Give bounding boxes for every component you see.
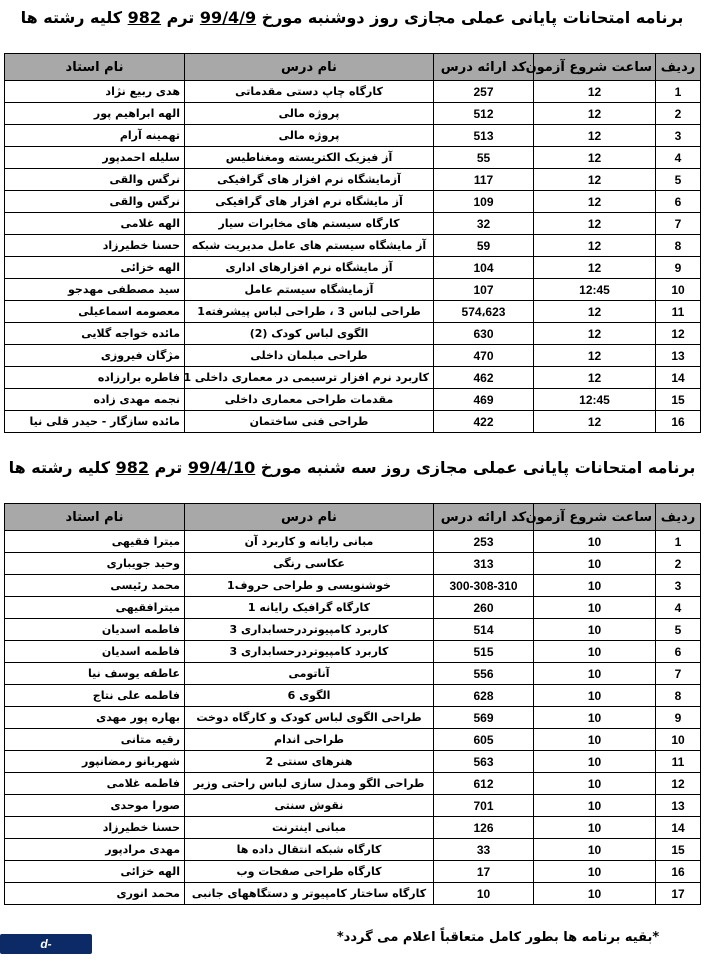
row-number-cell: 16	[656, 411, 701, 433]
course-code-cell: 126	[434, 817, 534, 839]
teacher-name-cell: نرگس والقی	[5, 191, 185, 213]
table-row	[5, 729, 701, 751]
course-code-cell: 104	[434, 257, 534, 279]
course-name-cell: مبانی رایانه و کاربرد آن	[185, 531, 434, 553]
table-row	[5, 839, 701, 861]
course-code-cell: 605	[434, 729, 534, 751]
course-code-cell: 569	[434, 707, 534, 729]
teacher-name-cell: بهاره پور مهدی	[5, 707, 185, 729]
teacher-name-cell: میترافقیهی	[5, 597, 185, 619]
start-time-cell: 10	[534, 531, 656, 553]
course-name-cell: عکاسی رنگی	[185, 553, 434, 575]
start-time-cell: 10	[534, 685, 656, 707]
start-time-cell: 12	[534, 235, 656, 257]
row-number-cell: 17	[656, 883, 701, 905]
table-row	[5, 389, 701, 411]
course-code-cell: 17	[434, 861, 534, 883]
course-name-cell: آزمایشگاه نرم افزار های گرافیکی	[185, 169, 434, 191]
teacher-name-cell: مائده سازگار - حیدر قلی نیا	[5, 411, 185, 433]
course-code-cell: 300-308-310	[434, 575, 534, 597]
course-code-cell: 32	[434, 213, 534, 235]
course-code-cell: 515	[434, 641, 534, 663]
teacher-name-cell: سلیله احمدپور	[5, 147, 185, 169]
teacher-name-cell: فاطمه علی نتاج	[5, 685, 185, 707]
course-name-cell: آناتومی	[185, 663, 434, 685]
table-row	[5, 707, 701, 729]
teacher-name-cell: فاطمه غلامی	[5, 773, 185, 795]
teacher-name-cell: تهمینه آرام	[5, 125, 185, 147]
term-monday: 982	[127, 8, 162, 27]
start-time-cell: 12	[534, 345, 656, 367]
course-name-cell: آز مایشگاه سیستم های عامل مدیریت شبکه	[185, 235, 434, 257]
row-number-cell: 1	[656, 531, 701, 553]
row-number-cell: 9	[656, 257, 701, 279]
start-time-cell: 12	[534, 125, 656, 147]
date-monday: 99/4/9	[199, 8, 257, 27]
table-row	[5, 663, 701, 685]
course-name-cell: الگوی لباس کودک (2)	[185, 323, 434, 345]
course-name-cell: آز مایشگاه نرم افزارهای اداری	[185, 257, 434, 279]
teacher-name-cell: محمد انوری	[5, 883, 185, 905]
teacher-name-cell: وحید جویباری	[5, 553, 185, 575]
start-time-cell: 12	[534, 367, 656, 389]
table-row	[5, 411, 701, 433]
course-name-cell: کاربرد کامپیوتردرحسابداری 3	[185, 619, 434, 641]
course-name-cell: طراحی اندام	[185, 729, 434, 751]
header-row-number: ردیف	[656, 504, 701, 531]
table-row	[5, 883, 701, 905]
start-time-cell: 10	[534, 817, 656, 839]
table-row	[5, 125, 701, 147]
row-number-cell: 14	[656, 367, 701, 389]
course-name-cell: آزمایشگاه سیستم عامل	[185, 279, 434, 301]
start-time-cell: 12	[534, 301, 656, 323]
teacher-name-cell: فاطمه اسدیان	[5, 619, 185, 641]
table-row	[5, 531, 701, 553]
header-course-name: نام درس	[185, 504, 434, 531]
teacher-name-cell: حسنا خطیرزاد	[5, 235, 185, 257]
teacher-name-cell: نرگس والقی	[5, 169, 185, 191]
course-code-cell: 10	[434, 883, 534, 905]
course-name-cell: کاربرد کامپیوتردرحسابداری 3	[185, 641, 434, 663]
header-teacher-name: نام استاد	[5, 54, 185, 81]
course-name-cell: آز فیزیک الکتریسته ومغناطیس	[185, 147, 434, 169]
start-time-cell: 10	[534, 553, 656, 575]
course-name-cell: طراحی الگوی لباس کودک و کارگاه دوخت	[185, 707, 434, 729]
teacher-name-cell: الهه ابراهیم پور	[5, 103, 185, 125]
course-code-cell: 313	[434, 553, 534, 575]
course-name-cell: کارگاه سیستم های مخابرات سیار	[185, 213, 434, 235]
start-time-cell: 10	[534, 575, 656, 597]
row-number-cell: 13	[656, 345, 701, 367]
website-badge[interactable]: d-babol.nus.ac.ir	[0, 934, 92, 954]
start-time-cell: 12	[534, 411, 656, 433]
row-number-cell: 16	[656, 861, 701, 883]
course-name-cell: کاربرد نرم افزار ترسیمی در معماری داخلی 1	[185, 367, 434, 389]
teacher-name-cell: رقیه متانی	[5, 729, 185, 751]
start-time-cell: 10	[534, 751, 656, 773]
start-time-cell: 12	[534, 323, 656, 345]
header-start-time: ساعت شروع آزمون	[534, 504, 656, 531]
teacher-name-cell: الهه خزائی	[5, 861, 185, 883]
teacher-name-cell: هدی ربیع نژاد	[5, 81, 185, 103]
row-number-cell: 3	[656, 575, 701, 597]
course-name-cell: خوشنویسی و طراحی حروف1	[185, 575, 434, 597]
date-tuesday: 99/4/10	[187, 458, 256, 477]
row-number-cell: 8	[656, 685, 701, 707]
row-number-cell: 12	[656, 323, 701, 345]
table-row	[5, 345, 701, 367]
table-row	[5, 81, 701, 103]
footer-note: *بقیه برنامه ها بطور کامل متعاقباً اعلام می گردد*	[336, 930, 660, 945]
course-name-cell: کارگاه چاپ دستی مقدماتی	[185, 81, 434, 103]
row-number-cell: 4	[656, 597, 701, 619]
table-body	[5, 81, 701, 433]
course-name-cell: پروژه مالی	[185, 103, 434, 125]
teacher-name-cell: الهه غلامی	[5, 213, 185, 235]
row-number-cell: 11	[656, 301, 701, 323]
course-code-cell: 107	[434, 279, 534, 301]
course-code-cell: 55	[434, 147, 534, 169]
table-row	[5, 257, 701, 279]
table-row	[5, 367, 701, 389]
course-name-cell: الگوی 6	[185, 685, 434, 707]
row-number-cell: 9	[656, 707, 701, 729]
table-row	[5, 169, 701, 191]
teacher-name-cell: مهدی مرادپور	[5, 839, 185, 861]
start-time-cell: 10	[534, 795, 656, 817]
start-time-cell: 10	[534, 597, 656, 619]
table-row	[5, 191, 701, 213]
start-time-cell: 12	[534, 191, 656, 213]
row-number-cell: 15	[656, 389, 701, 411]
table-row	[5, 575, 701, 597]
row-number-cell: 8	[656, 235, 701, 257]
table-row	[5, 597, 701, 619]
table-header-row	[5, 54, 701, 81]
row-number-cell: 6	[656, 641, 701, 663]
course-name-cell: طراحی لباس 3 ، طراحی لباس پیشرفته1	[185, 301, 434, 323]
course-code-cell: 512	[434, 103, 534, 125]
header-course-name: نام درس	[185, 54, 434, 81]
course-code-cell: 257	[434, 81, 534, 103]
start-time-cell: 12	[534, 147, 656, 169]
course-name-cell: کارگاه شبکه انتقال داده ها	[185, 839, 434, 861]
row-number-cell: 11	[656, 751, 701, 773]
row-number-cell: 1	[656, 81, 701, 103]
row-number-cell: 10	[656, 729, 701, 751]
schedule-table-tuesday	[4, 503, 701, 905]
course-name-cell: کارگاه ساختار کامپیوتر و دستگاههای جانبی	[185, 883, 434, 905]
schedule-table-monday	[4, 53, 701, 433]
teacher-name-cell: نجمه مهدی زاده	[5, 389, 185, 411]
table-row	[5, 323, 701, 345]
table-row	[5, 235, 701, 257]
course-name-cell: پروژه مالی	[185, 125, 434, 147]
table-row	[5, 103, 701, 125]
start-time-cell: 10	[534, 707, 656, 729]
course-code-cell: 462	[434, 367, 534, 389]
teacher-name-cell: فاطره برارزاده	[5, 367, 185, 389]
start-time-cell: 10	[534, 839, 656, 861]
row-number-cell: 10	[656, 279, 701, 301]
teacher-name-cell: فاطمه اسدیان	[5, 641, 185, 663]
start-time-cell: 12	[534, 257, 656, 279]
table-row	[5, 795, 701, 817]
table-row	[5, 553, 701, 575]
course-code-cell: 612	[434, 773, 534, 795]
header-row-number: ردیف	[656, 54, 701, 81]
table-row	[5, 301, 701, 323]
teacher-name-cell: میترا فقیهی	[5, 531, 185, 553]
row-number-cell: 6	[656, 191, 701, 213]
row-number-cell: 14	[656, 817, 701, 839]
course-name-cell: کارگاه طراحی صفحات وب	[185, 861, 434, 883]
course-code-cell: 470	[434, 345, 534, 367]
start-time-cell: 10	[534, 883, 656, 905]
row-number-cell: 2	[656, 553, 701, 575]
row-number-cell: 12	[656, 773, 701, 795]
course-code-cell: 514	[434, 619, 534, 641]
course-code-cell: 556	[434, 663, 534, 685]
row-number-cell: 7	[656, 663, 701, 685]
header-teacher-name: نام استاد	[5, 504, 185, 531]
schedule-title-monday: برنامه امتحانات پایانی عملی مجازی روز دوشنبه مورخ 99/4/9 ترم 982 کلیه رشته ها	[20, 8, 684, 27]
row-number-cell: 5	[656, 169, 701, 191]
start-time-cell: 12:45	[534, 279, 656, 301]
course-code-cell: 33	[434, 839, 534, 861]
teacher-name-cell: عاطفه یوسف نیا	[5, 663, 185, 685]
row-number-cell: 5	[656, 619, 701, 641]
start-time-cell: 10	[534, 663, 656, 685]
start-time-cell: 12:45	[534, 389, 656, 411]
row-number-cell: 13	[656, 795, 701, 817]
table-row	[5, 619, 701, 641]
start-time-cell: 12	[534, 169, 656, 191]
teacher-name-cell: محمد رئیسی	[5, 575, 185, 597]
table-row	[5, 147, 701, 169]
course-name-cell: مقدمات طراحی معماری داخلی	[185, 389, 434, 411]
table-row	[5, 213, 701, 235]
term-tuesday: 982	[115, 458, 150, 477]
teacher-name-cell: مائده خواجه گلایی	[5, 323, 185, 345]
course-code-cell: 260	[434, 597, 534, 619]
teacher-name-cell: الهه خزائی	[5, 257, 185, 279]
table-row	[5, 685, 701, 707]
course-code-cell: 563	[434, 751, 534, 773]
row-number-cell: 4	[656, 147, 701, 169]
table-body	[5, 531, 701, 905]
start-time-cell: 12	[534, 213, 656, 235]
course-name-cell: هنرهای سنتی 2	[185, 751, 434, 773]
table-row	[5, 773, 701, 795]
course-name-cell: نقوش سنتی	[185, 795, 434, 817]
start-time-cell: 10	[534, 641, 656, 663]
start-time-cell: 10	[534, 773, 656, 795]
table-row	[5, 751, 701, 773]
course-name-cell: طراحی فنی ساختمان	[185, 411, 434, 433]
course-code-cell: 574،623	[434, 301, 534, 323]
course-code-cell: 117	[434, 169, 534, 191]
row-number-cell: 2	[656, 103, 701, 125]
course-code-cell: 422	[434, 411, 534, 433]
teacher-name-cell: معصومه اسماعیلی	[5, 301, 185, 323]
course-code-cell: 59	[434, 235, 534, 257]
start-time-cell: 10	[534, 861, 656, 883]
table-row	[5, 817, 701, 839]
header-course-code: کد ارائه درس	[434, 504, 534, 531]
header-course-code: کد ارائه درس	[434, 54, 534, 81]
start-time-cell: 12	[534, 81, 656, 103]
teacher-name-cell: شهربانو رمضانپور	[5, 751, 185, 773]
course-name-cell: آز مایشگاه نرم افزار های گرافیکی	[185, 191, 434, 213]
course-code-cell: 630	[434, 323, 534, 345]
course-code-cell: 253	[434, 531, 534, 553]
start-time-cell: 10	[534, 729, 656, 751]
start-time-cell: 12	[534, 103, 656, 125]
table-row	[5, 861, 701, 883]
row-number-cell: 3	[656, 125, 701, 147]
table-row	[5, 279, 701, 301]
teacher-name-cell: سید مصطفی مهدجو	[5, 279, 185, 301]
course-name-cell: طراحی الگو ومدل سازی لباس راحتی وزیر	[185, 773, 434, 795]
course-code-cell: 109	[434, 191, 534, 213]
table-header-row	[5, 504, 701, 531]
course-name-cell: طراحی مبلمان داخلی	[185, 345, 434, 367]
row-number-cell: 7	[656, 213, 701, 235]
course-code-cell: 701	[434, 795, 534, 817]
teacher-name-cell: حسنا خطیرزاد	[5, 817, 185, 839]
teacher-name-cell: صورا موحدی	[5, 795, 185, 817]
start-time-cell: 10	[534, 619, 656, 641]
course-code-cell: 469	[434, 389, 534, 411]
schedule-title-tuesday: برنامه امتحانات پایانی عملی مجازی روز سه شنبه مورخ 99/4/10 ترم 982 کلیه رشته ها	[8, 458, 696, 477]
teacher-name-cell: مژگان فیروزی	[5, 345, 185, 367]
course-code-cell: 513	[434, 125, 534, 147]
course-code-cell: 628	[434, 685, 534, 707]
row-number-cell: 15	[656, 839, 701, 861]
table-row	[5, 641, 701, 663]
course-name-cell: کارگاه گرافیک رایانه 1	[185, 597, 434, 619]
course-name-cell: مبانی اینترنت	[185, 817, 434, 839]
header-start-time: ساعت شروع آزمون	[534, 54, 656, 81]
